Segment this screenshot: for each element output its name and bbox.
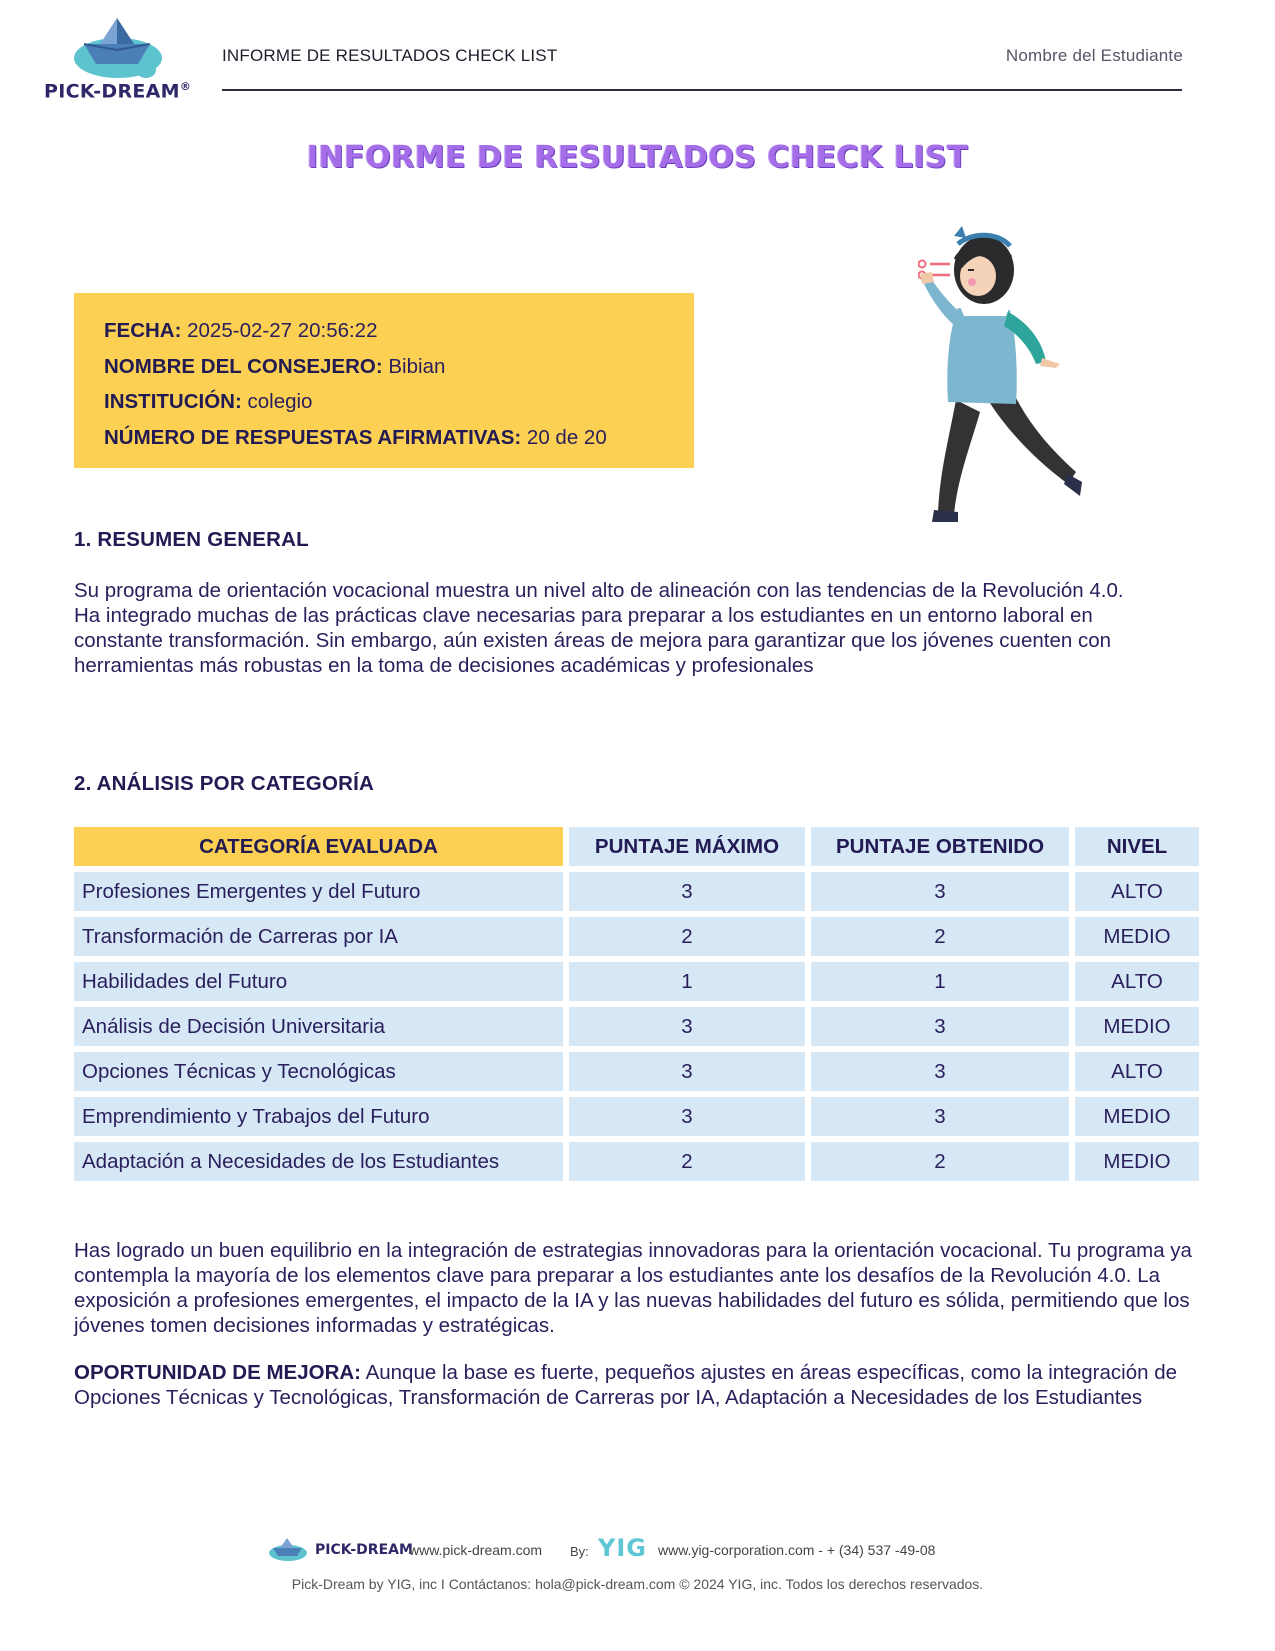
student-name-label: Nombre del Estudiante (1005, 46, 1183, 65)
improvement-opportunity-paragraph (74, 1360, 1204, 1410)
max-score-cell: 2 (569, 917, 805, 956)
obtained-score-cell: 2 (811, 1142, 1069, 1181)
table-header-row (74, 827, 1199, 872)
yig-logo: YIG (598, 1534, 648, 1562)
category-cell: Habilidades del Futuro (74, 962, 563, 1001)
table-row (74, 1007, 1199, 1052)
obtained-score-cell: 2 (811, 917, 1069, 956)
category-cell: Transformación de Carreras por IA (74, 917, 563, 956)
header-divider (222, 89, 1182, 91)
level-cell: ALTO (1075, 962, 1199, 1001)
info-affirmative-count: NÚMERO DE RESPUESTAS AFIRMATIVAS: 20 de 20 (104, 425, 607, 449)
category-cell: Análisis de Decisión Universitaria (74, 1007, 563, 1046)
level-cell: ALTO (1075, 872, 1199, 911)
page-title: INFORME DE RESULTADOS CHECK LIST (306, 140, 969, 175)
category-cell: Profesiones Emergentes y del Futuro (74, 872, 563, 911)
section-heading-analysis: 2. ANÁLISIS POR CATEGORÍA (74, 772, 374, 795)
obtained-score-cell: 1 (811, 962, 1069, 1001)
col-header-obtained-score: PUNTAJE OBTENIDO (811, 827, 1069, 866)
col-header-category: CATEGORÍA EVALUADA (74, 827, 563, 866)
col-header-max-score: PUNTAJE MÁXIMO (569, 827, 805, 866)
max-score-cell: 3 (569, 1052, 805, 1091)
paper-boat-logo-icon (268, 1536, 310, 1562)
summary-paragraph: Su programa de orientación vocacional muestra un nivel alto de alineación con las tendencias de la Revolución 4.0. Ha integrado muchas de las prácticas clave necesarias para preparar a los estudiantes en un entorno laboral en constante transformación. Sin embargo, aún existen áreas de mejora para garantizar que los jóvenes cuenten con herramientas más robustas en la toma de decisiones académicas y profesionales (74, 579, 1124, 677)
table-row (74, 1097, 1199, 1142)
max-score-cell: 3 (569, 1007, 805, 1046)
conclusion-paragraph: Has logrado un buen equilibrio en la integración de estrategias innovadoras para la orientación vocacional. Tu programa ya contempla la mayoría de los elementos clave para preparar a los estudiantes ante los desafíos de la Revolución 4.0. La exposición a profesiones emergentes, el impacto de la IA y las nuevas habilidades del futuro es sólida, permitiendo que los jóvenes tomen decisiones informadas y estratégicas. (74, 1239, 1192, 1337)
info-institution: INSTITUCIÓN: colegio (104, 390, 313, 413)
improvement-text: Aunque la base es fuerte, pequeños ajustes en áreas específicas, como la integración de Opciones Técnicas y Tecnológicas, Transformación de Carreras por IA, Adaptación a Necesidades de los Estudiantes (74, 1361, 1177, 1409)
footer-contact-bar (0, 1534, 1275, 1564)
category-analysis-table (74, 827, 1199, 1187)
category-cell: Opciones Técnicas y Tecnológicas (74, 1052, 563, 1091)
category-cell: Emprendimiento y Trabajos del Futuro (74, 1097, 563, 1136)
level-cell: MEDIO (1075, 1097, 1199, 1136)
table-row (74, 1052, 1199, 1097)
max-score-cell: 1 (569, 962, 805, 1001)
category-cell: Adaptación a Necesidades de los Estudiantes (74, 1142, 563, 1181)
level-cell: MEDIO (1075, 917, 1199, 956)
table-row (74, 917, 1199, 962)
level-cell: ALTO (1075, 1052, 1199, 1091)
student-checklist-illustration (918, 222, 1100, 542)
section-heading-summary: 1. RESUMEN GENERAL (74, 528, 309, 551)
info-counselor: NOMBRE DEL CONSEJERO: Bibian (104, 354, 446, 378)
table-row (74, 962, 1199, 1007)
report-info-box (74, 293, 694, 468)
paper-boat-logo-icon (70, 14, 180, 84)
improvement-label: OPORTUNIDAD DE MEJORA: (74, 1361, 362, 1384)
logo-text: PICK-DREAM® (44, 80, 192, 103)
footer-yig-contact[interactable]: www.yig-corporation.com - + (34) 537 -49-08 (658, 1542, 936, 1558)
obtained-score-cell: 3 (811, 872, 1069, 911)
footer-brand: PICK-DREAM (315, 1542, 413, 1558)
max-score-cell: 3 (569, 1097, 805, 1136)
obtained-score-cell: 3 (811, 1097, 1069, 1136)
table-row (74, 872, 1199, 917)
level-cell: MEDIO (1075, 1007, 1199, 1046)
footer-copyright: Pick-Dream by YIG, inc I Contáctanos: hola@pick-dream.com © 2024 YIG, inc. Todos los derechos reservados. (291, 1576, 984, 1592)
footer-website-link[interactable]: www.pick-dream.com (409, 1542, 543, 1558)
table-row (74, 1142, 1199, 1187)
level-cell: MEDIO (1075, 1142, 1199, 1181)
max-score-cell: 2 (569, 1142, 805, 1181)
header-title: INFORME DE RESULTADOS CHECK LIST (222, 46, 558, 65)
footer-by-label: By: (570, 1544, 589, 1559)
max-score-cell: 3 (569, 872, 805, 911)
col-header-level: NIVEL (1075, 827, 1199, 866)
obtained-score-cell: 3 (811, 1007, 1069, 1046)
info-date: FECHA: 2025-02-27 20:56:22 (104, 319, 378, 342)
brand-logo (40, 14, 200, 104)
obtained-score-cell: 3 (811, 1052, 1069, 1091)
